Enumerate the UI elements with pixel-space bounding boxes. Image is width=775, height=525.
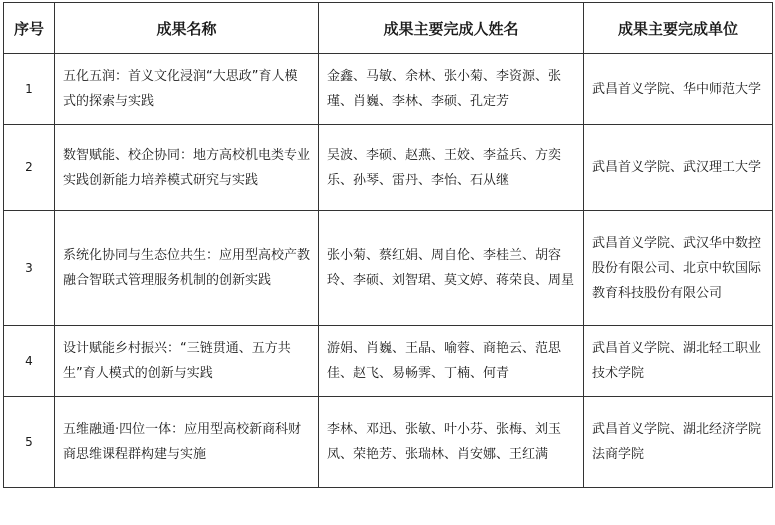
- row-index: 4: [4, 326, 55, 397]
- row-main-persons: 金鑫、马敏、余林、张小菊、李资源、张瑾、肖巍、李林、李硕、孔定芳: [319, 54, 584, 125]
- header-index: 序号: [4, 3, 55, 54]
- table-row: [4, 211, 773, 326]
- header-achievement-name: 成果名称: [55, 3, 319, 54]
- row-main-persons: 张小菊、蔡红娟、周自伦、李桂兰、胡容玲、李硕、刘智珺、莫文婷、蒋荣良、周星: [319, 211, 584, 326]
- row-achievement-name: 五维融通·四位一体：应用型高校新商科财商思维课程群构建与实施: [55, 397, 319, 488]
- row-main-persons: 游娟、肖巍、王晶、喻蓉、商艳云、范思佳、赵飞、易畅霁、丁楠、何青: [319, 326, 584, 397]
- row-index: 1: [4, 54, 55, 125]
- row-main-persons: 李林、邓迅、张敏、叶小芬、张梅、刘玉凤、荣艳芳、张瑞林、肖安娜、王红满: [319, 397, 584, 488]
- header-main-persons: 成果主要完成人姓名: [319, 3, 584, 54]
- table-row: [4, 125, 773, 211]
- row-achievement-name: 数智赋能、校企协同：地方高校机电类专业 实践创新能力培养模式研究与实践: [55, 125, 319, 211]
- achievements-table-container: [3, 2, 772, 488]
- table-row: [4, 54, 773, 125]
- row-main-units: 武昌首义学院、湖北轻工职业技术学院: [584, 326, 773, 397]
- row-index: 2: [4, 125, 55, 211]
- row-main-units: 武昌首义学院、武汉理工大学: [584, 125, 773, 211]
- row-main-persons: 吴波、李硕、赵燕、王姣、李益兵、方奕乐、孙琴、雷丹、李怡、石从继: [319, 125, 584, 211]
- row-achievement-name: 系统化协同与生态位共生：应用型高校产教融合智联式管理服务机制的创新实践: [55, 211, 319, 326]
- table-header-row: [4, 3, 773, 54]
- row-main-units: 武昌首义学院、武汉华中数控股份有限公司、北京中软国际教育科技股份有限公司: [584, 211, 773, 326]
- header-main-units: 成果主要完成单位: [584, 3, 773, 54]
- table-row: [4, 397, 773, 488]
- table-row: [4, 326, 773, 397]
- row-index: 5: [4, 397, 55, 488]
- achievements-table: [3, 2, 773, 488]
- row-achievement-name: 设计赋能乡村振兴：“三链贯通、五方共生”育人模式的创新与实践: [55, 326, 319, 397]
- row-achievement-name: 五化五润：首义文化浸润“大思政”育人模式的探索与实践: [55, 54, 319, 125]
- row-main-units: 武昌首义学院、湖北经济学院法商学院: [584, 397, 773, 488]
- row-main-units: 武昌首义学院、华中师范大学: [584, 54, 773, 125]
- row-index: 3: [4, 211, 55, 326]
